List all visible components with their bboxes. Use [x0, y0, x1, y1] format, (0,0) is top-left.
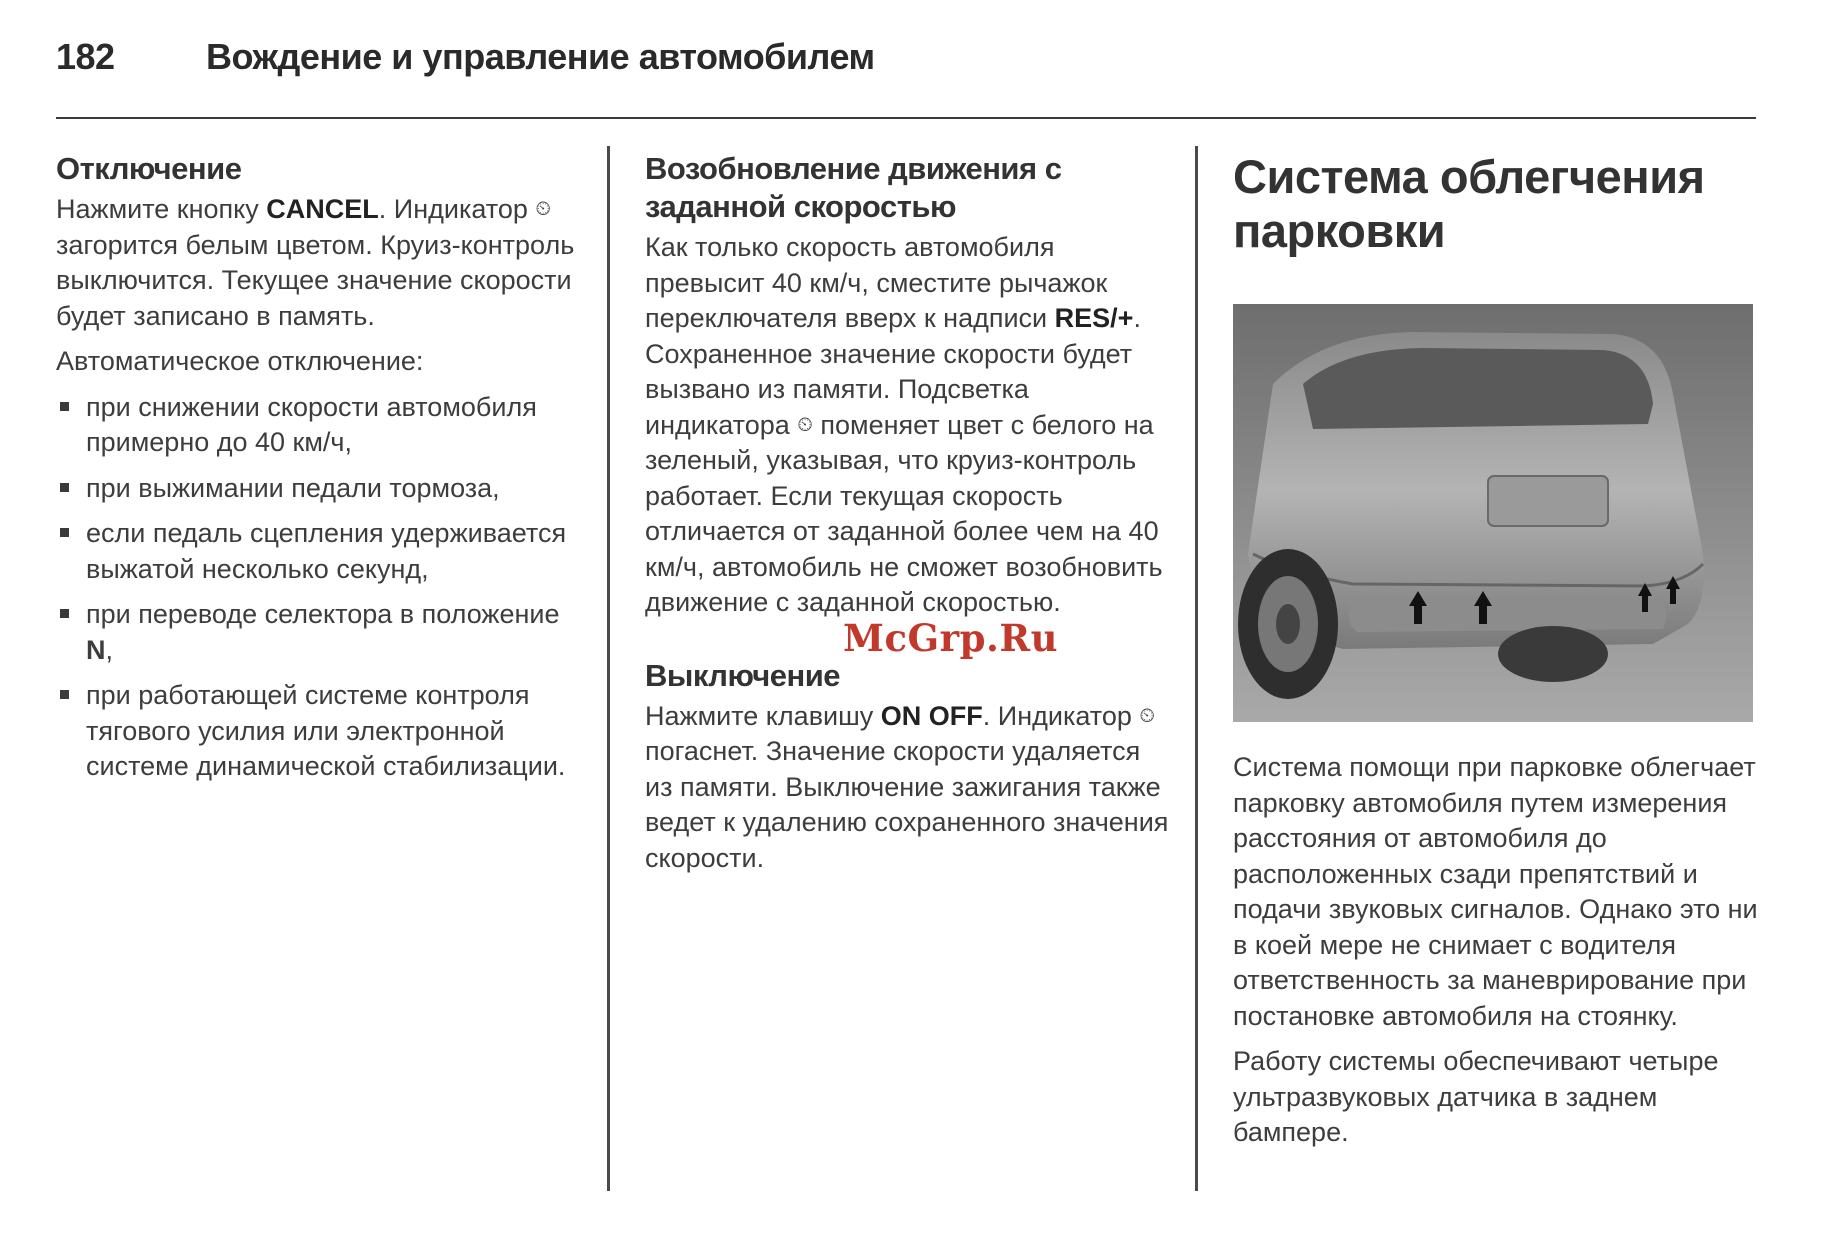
bullet-icon: [60, 690, 69, 699]
button-label-on-off: ON OFF: [880, 700, 983, 731]
auto-disable-list: [56, 390, 581, 785]
text-run: загорится белым цветом. Круиз-контроль выключится. Текущее значение скорости будет записано в память.: [56, 229, 575, 331]
text-run: поменяет цвет с белого на зеленый, указывая, что круиз-контроль работает. Если текущая скорость отличается от заданной более чем на 40 км/ч, автомобиль не сможет возобновить движение с заданной скоростью.: [645, 409, 1163, 617]
cruise-control-indicator-icon: ⏲: [797, 413, 813, 436]
text-run: . Индикатор: [378, 194, 536, 224]
header-rule: [56, 117, 1756, 119]
list-item: [56, 597, 581, 668]
paragraph-off: [645, 699, 1170, 877]
bullet-icon: [60, 402, 69, 411]
cruise-control-indicator-icon: ⏲: [1139, 704, 1155, 727]
list-item-text: при выжимании педали тормоза,: [86, 472, 500, 503]
column-divider-2: [1195, 146, 1198, 1191]
text-run: ,: [105, 634, 114, 665]
car-rear-sensors-image: [1233, 304, 1753, 722]
list-item: [56, 471, 581, 507]
list-item-text: если педаль сцепления удерживается выжатой несколько секунд,: [86, 518, 567, 584]
text-run: погаснет. Значение скорости удаляется из памяти. Выключение зажигания также ведет к удалению сохраненного значения скорости.: [645, 736, 1169, 873]
list-item-text: при переводе селектора в положение: [86, 599, 560, 629]
label-res-plus: RES/+: [1054, 303, 1134, 333]
selector-position-n: N: [86, 634, 106, 665]
bullet-icon: [60, 609, 69, 618]
page-number: 182: [56, 36, 115, 77]
text-run: Как только скорость автомобиля превысит 40 км/ч, сместите рычажок переключателя вверх к надписи: [645, 232, 1108, 333]
paragraph-auto-disable: Автоматическое отключение:: [56, 346, 424, 376]
cruise-control-indicator-icon: ⏲: [535, 198, 551, 220]
paragraph-parking-assist: Система помощи при парковке облегчает парковку автомобиля путем измерения расстояния от автомобиля до расположенных сзади препятствий и подачи звуковых сигналов. Однако это ни в коей мере не снимает с водителя ответственность за маневрирование при постановке автомобиля на стоянку.: [1233, 752, 1758, 1031]
column-2: [645, 150, 1170, 886]
watermark-text: McGrp.Ru: [843, 616, 1058, 660]
button-label-cancel: CANCEL: [266, 194, 379, 224]
bullet-icon: [60, 528, 69, 537]
column-3: [1233, 150, 1758, 1161]
page-header: [56, 36, 875, 82]
list-item-text: при работающей системе контроля тягового усилия или электронной системе динамической стабилизации.: [86, 680, 566, 781]
section-heading-disable: Отключение: [56, 151, 242, 186]
section-heading-off: Выключение: [645, 657, 841, 693]
section-heading-resume: Возобновление движения с заданной скоростью: [645, 151, 1062, 224]
list-item: [56, 516, 581, 587]
text-run: . Индикатор: [982, 700, 1140, 731]
list-item: [56, 678, 581, 785]
column-1: [56, 150, 581, 795]
paragraph-resume: [645, 230, 1170, 621]
list-item-text: при снижении скорости автомобиля примерно до 40 км/ч,: [86, 391, 537, 457]
bullet-icon: [60, 483, 69, 492]
text-run: . Сохраненное значение скорости будет вызвано из памяти. Подсветка индикатора: [645, 303, 1141, 440]
paragraph-sensors: Работу системы обеспечивают четыре ультразвуковых датчика в заднем бампере.: [1233, 1046, 1719, 1147]
list-item: [56, 390, 581, 461]
page-header-title: Вождение и управление автомобилем: [206, 36, 875, 77]
section-title-parking-assist: Система облегчения парковки: [1233, 150, 1705, 257]
paragraph-cancel: [56, 192, 581, 334]
text-run: Нажмите кнопку: [56, 194, 267, 224]
text-run: Нажмите клавишу: [645, 700, 881, 731]
rear-car-illustration: [1233, 304, 1753, 722]
column-divider-1: [607, 146, 610, 1191]
